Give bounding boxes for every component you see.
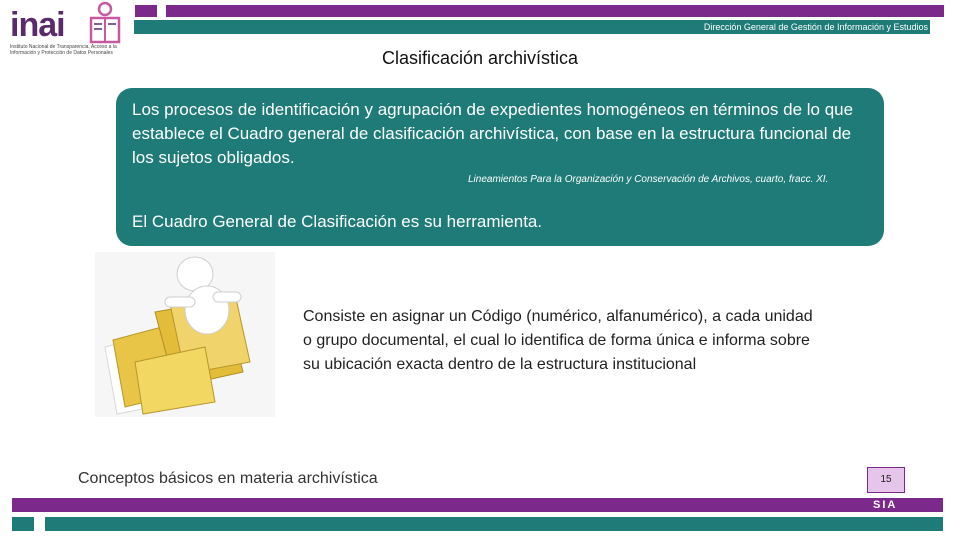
definition-citation: Lineamientos Para la Organización y Conservación de Archivos, cuarto, fracc. XI. (468, 174, 829, 185)
folders-figure-illustration (95, 252, 275, 417)
page-number: 15 (867, 467, 905, 493)
footer-purple-bar (12, 498, 932, 512)
footer-purple-square (918, 498, 943, 512)
inai-logo-subtitle: Instituto Nacional de Transparencia, Acceso a la Información y Protección de Datos Personales (10, 44, 117, 56)
footer-teal-square (12, 517, 34, 531)
footer-teal-bar (45, 517, 943, 531)
inai-logo-icon (88, 2, 122, 44)
header-department: Dirección General de Gestión de Información y Estudios (703, 22, 928, 32)
slide-title: Clasificación archivística (381, 48, 579, 68)
header-purple-bar (166, 5, 944, 17)
footer-topic: Conceptos básicos en materia archivística (78, 470, 378, 487)
inai-logo-wordmark: inai (10, 6, 65, 44)
header-purple-square (135, 5, 157, 17)
body-description: Consiste en asignar un Código (numérico, alfanumérico), a cada unidad o grupo documental, el cual lo identifica de forma única e informa sobre su ubicación exacta dentro de la estructura institucional (303, 308, 813, 373)
footer-brand: SIA (873, 499, 898, 511)
definition-paragraph: Los procesos de identificación y agrupación de expedientes homogéneos en términos de lo que establece el Cuadro general de clasificación archivística, con base en la estructura funcional de los sujetos obligados. (132, 100, 854, 167)
definition-tool-note: El Cuadro General de Clasificación es su herramienta. (132, 212, 543, 231)
